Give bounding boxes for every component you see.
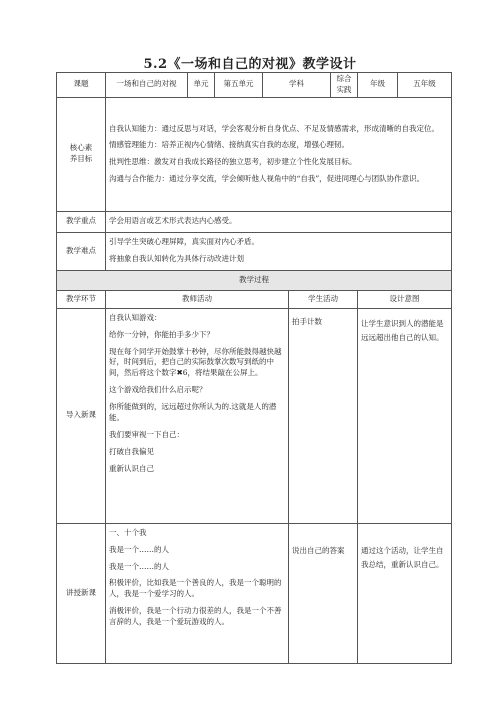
- difficult-point-row: [57, 232, 452, 270]
- teacher-line: 消极评价，我是一个行动力很差的人，我是一个不善言辞的人，我是一个爱玩游戏的人。: [109, 606, 282, 626]
- column-stage: 教学环节: [57, 290, 106, 308]
- student-activity-cell: 说出自己的答案: [289, 523, 358, 663]
- teacher-line: 积极评价，比如我是一个善良的人，我是一个聪明的人，我是一个爱学习的人。: [109, 578, 282, 599]
- teacher-line: 打破自我偏见: [109, 446, 154, 456]
- core-literacy-item: 沟通与合作能力：通过分享交流，学会倾听他人视角中的“自我”，促进同理心与团队协作意识。: [109, 174, 425, 184]
- course-label: 课题: [57, 73, 106, 98]
- lesson-plan-table: [56, 72, 452, 664]
- column-intent: 设计意图: [358, 290, 452, 308]
- core-literacy-content: [106, 97, 452, 211]
- teacher-line: 你所能做到的，远远超过你所认为的.这就是人的潜能。: [109, 402, 277, 422]
- teacher-line: 现在每个同学开始鼓掌十秒钟，尽你所能鼓得越快越好，时间到后，把自己的实际鼓掌次数写到纸的中间，然后将这个数字✖6，将结果敲在公屏上。: [109, 346, 282, 378]
- core-literacy-label: [57, 97, 106, 211]
- grade-label: 年级: [358, 73, 398, 98]
- key-point-value: 学会用语言或艺术形式表达内心感受。: [106, 211, 452, 232]
- process-columns-row: [57, 290, 452, 308]
- difficult-point-label: 教学难点: [57, 232, 106, 270]
- teacher-line: 这个游戏给我们什么启示呢？: [109, 385, 207, 395]
- core-literacy-item: 自我认知能力：通过反思与对话，学会客观分析自身优点、不足及情感需求，形成清晰的自我定位。: [109, 123, 439, 133]
- teacher-line: 一、十个我: [109, 527, 147, 537]
- grade-value: 五年级: [398, 73, 452, 98]
- process-row-intro: [57, 308, 452, 523]
- stage-cell: 讲授新课: [57, 523, 106, 663]
- unit-value: 第五单元: [215, 73, 263, 98]
- difficult-point-line: 引导学生突破心理屏障，真实面对内心矛盾。: [109, 237, 259, 247]
- teacher-line: 我们要审视一下自己：: [109, 429, 184, 439]
- teacher-line: 我是一个……的人: [109, 544, 169, 554]
- teacher-line: 重新认识自己: [109, 463, 154, 473]
- info-row: [57, 73, 452, 98]
- column-student: 学生活动: [289, 290, 358, 308]
- design-intent-cell: 通过这个活动，让学生自我总结，重新认识自己。: [358, 523, 452, 663]
- stage-cell: 导入新课: [57, 308, 106, 523]
- core-literacy-row: [57, 97, 452, 211]
- teacher-activity-cell: [106, 308, 289, 523]
- teacher-line: 自我认知游戏：: [109, 312, 162, 322]
- core-literacy-label-line1: 核心素: [69, 143, 93, 153]
- difficult-point-line: 将抽象自我认知转化为具体行动改进计划: [109, 254, 244, 264]
- process-header: 教学过程: [57, 270, 452, 290]
- teacher-activity-cell: [106, 523, 289, 663]
- teacher-line: 给你一分钟，你能拍手多少下？: [109, 329, 214, 339]
- key-point-label: 教学重点: [57, 211, 106, 232]
- core-literacy-label-line2: 养目标: [69, 154, 93, 164]
- subject-label: 学科: [263, 73, 331, 98]
- teacher-line: 我是一个……的人: [109, 561, 169, 571]
- design-intent-cell: 让学生意识到人的潜能是远远超出他自己的认知。: [358, 308, 452, 523]
- difficult-point-content: [106, 232, 452, 270]
- column-teacher: 教师活动: [106, 290, 289, 308]
- student-activity-cell: 拍手计数: [289, 308, 358, 523]
- course-value: 一场和自己的对视: [106, 73, 188, 98]
- core-literacy-item: 批判性思维：激发对自我成长路径的独立思考，初步建立个性化发展目标。: [109, 157, 357, 167]
- document-title: 5.2《一场和自己的对视》教学设计: [143, 57, 357, 72]
- core-literacy-item: 情感管理能力：培养正视内心情绪、接纳真实自我的态度，增强心理韧。: [109, 140, 349, 150]
- process-row-lecture: [57, 523, 452, 663]
- unit-label: 单元: [188, 73, 215, 98]
- process-header-row: [57, 270, 452, 290]
- subject-value: 综合实践: [331, 73, 358, 98]
- key-point-row: [57, 211, 452, 232]
